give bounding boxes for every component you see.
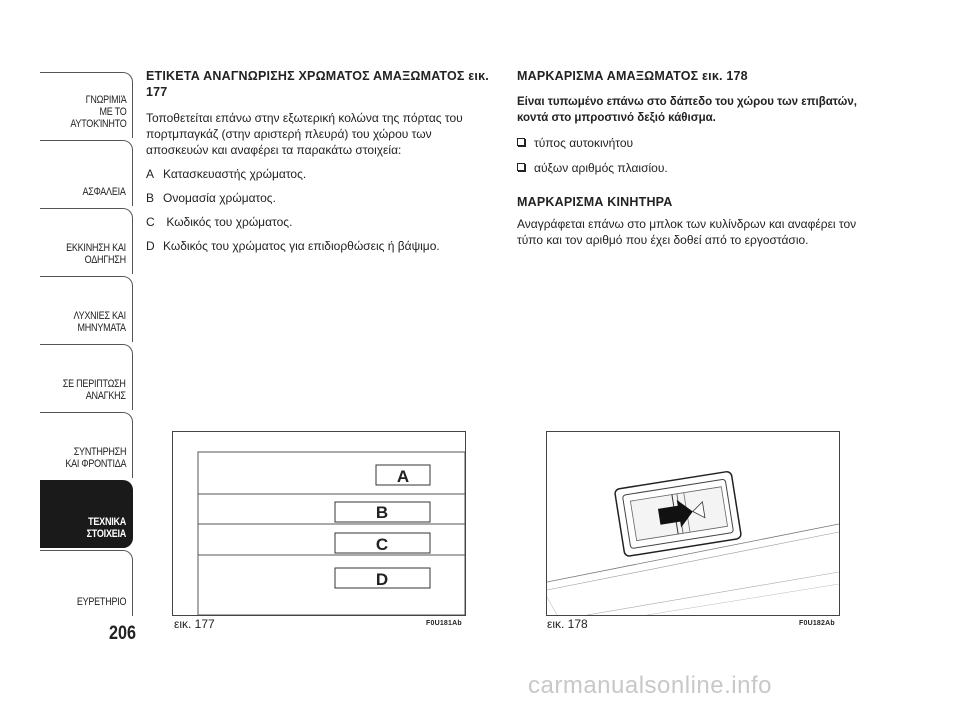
bullet-item xyxy=(517,135,862,151)
bullet-item xyxy=(517,160,862,176)
section-title: ΜΑΡΚΑΡΙΣΜΑ ΑΜΑΞΩΜΑΤΟΣ εικ. 178 xyxy=(517,69,748,83)
item-text: Κατασκευαστής χρώματος. xyxy=(163,167,307,181)
list-item xyxy=(146,238,491,254)
tab-label: ΣΥΝΤΗΡΗΣΗ ΚΑΙ ΦΡΟΝΤΙΔΑ xyxy=(65,446,126,470)
list-item xyxy=(146,214,491,230)
tab-starting-driving[interactable] xyxy=(40,208,133,274)
label-c: C xyxy=(375,535,389,554)
tab-index[interactable] xyxy=(40,550,133,616)
tab-label: ΛΥΧΝΙΕΣ ΚΑΙ ΜΗΝΥΜΑΤΑ xyxy=(73,310,126,334)
section-title: ΕΤΙΚΕΤΑ ΑΝΑΓΝΩΡΙΣΗΣ ΧΡΩΜΑΤΟΣ ΑΜΑΞΩΜΑΤΟΣ εικ. 177 xyxy=(146,69,489,99)
intro-paragraph: Τοποθετείται επάνω στην εξωτερική κολώνα της πόρτας του πορτμπαγκάζ (στην αριστερή πλευρά) του χώρου των αποσκευών και αναφέρει τα παρακάτω στοιχεία: xyxy=(146,111,463,157)
item-key: A xyxy=(146,167,155,181)
tab-label: ΤΕΧΝΙΚΑ ΣΤΟΙΧΕΙΑ xyxy=(86,516,126,540)
bullet-text: αύξων αριθμός πλαισίου. xyxy=(534,161,668,175)
figure-177 xyxy=(172,431,466,616)
item-key: B xyxy=(146,191,155,205)
figure-178-caption: εικ. 178 xyxy=(547,617,588,631)
tab-warning-lights[interactable] xyxy=(40,276,133,342)
list-item xyxy=(146,166,491,182)
engine-paragraph: Αναγράφεται επάνω στο μπλοκ των κυλίνδρων και αναφέρει τον τύπο και τον αριθμό που έχει δοθεί από το εργοστάσιο. xyxy=(517,217,857,247)
list-item xyxy=(146,190,491,206)
chassis-marking-illustration xyxy=(547,432,839,615)
bold-subtitle: Είναι τυπωμένο επάνω στο δάπεδο του χώρου των επιβατών, κοντά στο μπροστινό δεξιό κάθισμα. xyxy=(517,96,857,124)
figure-178 xyxy=(546,431,840,616)
tab-label: ΓΝΩΡΙΜΙΆ ΜΕ ΤΟ ΑΥΤΟΚΊΝΗΤΟ xyxy=(69,94,126,130)
item-key: C xyxy=(146,215,155,229)
tab-maintenance[interactable] xyxy=(40,412,133,478)
tab-label: ΕΥΡΕΤΗΡΙΟ xyxy=(76,596,126,608)
tab-emergency[interactable] xyxy=(40,344,133,410)
page-number: 206 xyxy=(109,623,136,644)
item-text: Κωδικός του χρώματος για επιδιορθώσεις ή βάψιμο. xyxy=(163,239,440,253)
bullet-text: τύπος αυτοκινήτου xyxy=(534,136,634,150)
figure-177-caption: εικ. 177 xyxy=(174,617,215,631)
tab-label: ΕΚΚΙΝΗΣΗ ΚΑΙ ΟΔΗΓΗΣΗ xyxy=(66,242,126,266)
tab-technical-data[interactable] xyxy=(40,480,133,548)
tab-safety[interactable] xyxy=(40,140,133,206)
watermark: carmanualsonline.info xyxy=(528,672,772,699)
paint-label-illustration xyxy=(173,432,465,615)
item-text: Κωδικός του χρώματος. xyxy=(163,215,293,229)
item-text: Ονομασία χρώματος. xyxy=(163,191,276,205)
left-column xyxy=(146,68,491,262)
right-column xyxy=(517,68,862,256)
figure-177-code: F0U181Ab xyxy=(426,620,462,627)
checkbox-bullet-icon xyxy=(517,138,525,146)
item-key: D xyxy=(146,239,155,253)
checkbox-bullet-icon xyxy=(517,163,525,171)
figure-178-code: F0U182Ab xyxy=(799,620,835,627)
label-a: A xyxy=(396,467,410,486)
tab-label: ΑΣΦΑΛΕΙΑ xyxy=(82,186,126,198)
section-title-engine: ΜΑΡΚΑΡΙΣΜΑ ΚΙΝΗΤΗΡΑ xyxy=(517,195,673,209)
label-b: B xyxy=(375,503,389,522)
tab-label: ΣΕ ΠΕΡΙΠΤΩΣΗ ΑΝΑΓΚΗΣ xyxy=(63,378,126,402)
label-d: D xyxy=(375,570,389,589)
tab-getting-to-know[interactable] xyxy=(40,72,133,138)
